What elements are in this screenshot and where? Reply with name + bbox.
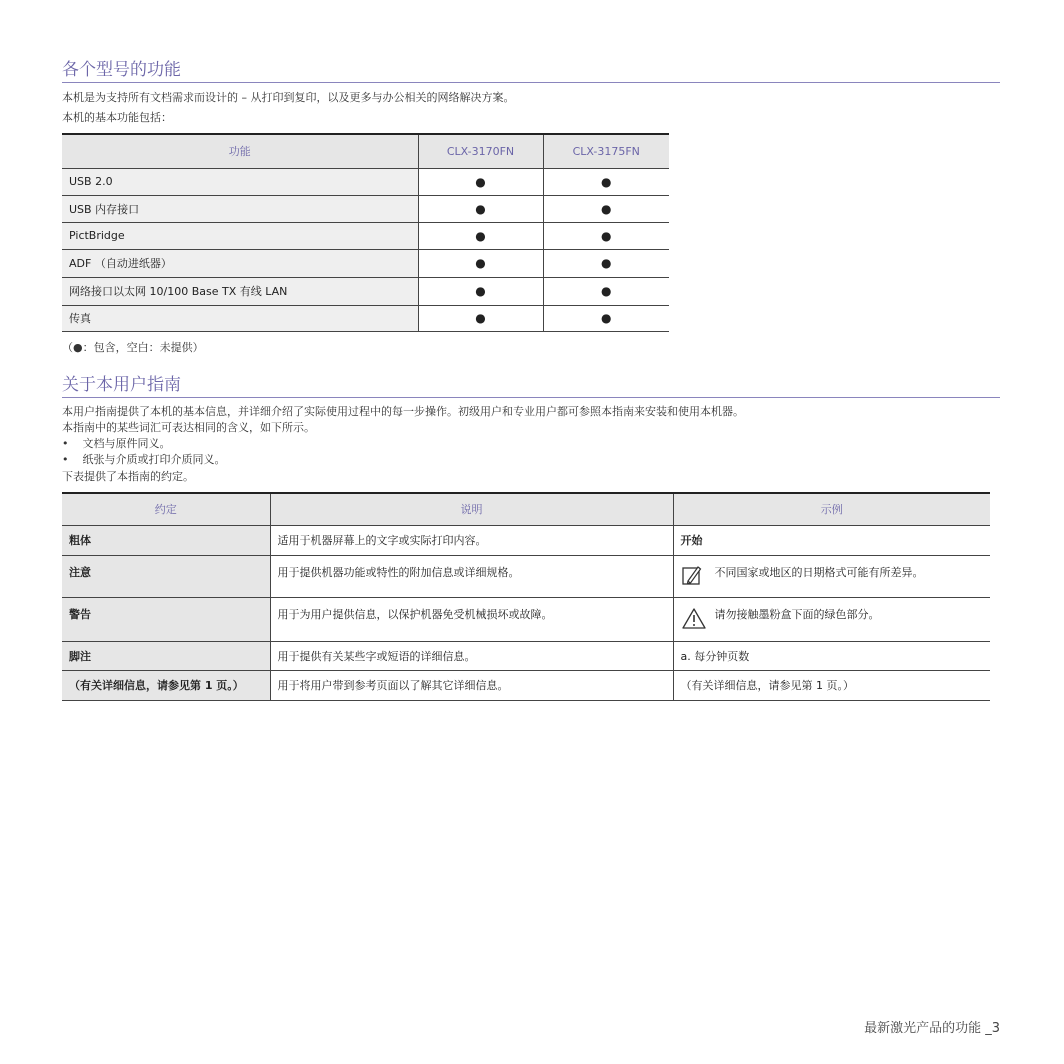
feature-label: PictBridge [62,222,418,249]
table-row [62,168,669,195]
bullet-item: • 文档与原件同义。 [62,437,171,450]
convention-key: 注意 [62,555,270,597]
table-row [62,249,669,277]
convention-description: 适用于机器屏幕上的文字或实际打印内容。 [270,525,673,555]
conventions-intro-text: 下表提供了本指南的约定。 [62,470,194,483]
included-dot: ● [418,305,543,331]
guide-intro-text: 本用户指南提供了本机的基本信息，并详细介绍了实际使用过程中的每一步操作。初级用户和专业用户都可参照本指南来安装和使用本机器。 [62,405,744,418]
header-convention: 约定 [62,493,270,525]
convention-example: 开始 [673,525,990,555]
included-dot: ● [418,249,543,277]
table-row [62,641,990,670]
convention-example: a. 每分钟页数 [673,641,990,670]
included-dot: ● [418,195,543,222]
page-footer: 最新激光产品的功能 _3 [864,1021,1000,1036]
table-row [62,222,669,249]
table-row [62,277,669,305]
synonyms-text: 本指南中的某些词汇可表达相同的含义，如下所示。 [62,421,315,434]
table-row [62,597,990,641]
convention-key: 警告 [62,597,270,641]
feature-label: USB 内存接口 [62,195,418,222]
section-title-guide: 关于本用户指南 [62,375,1000,398]
table-row [62,670,990,700]
included-dot: ● [543,222,669,249]
header-feature: 功能 [62,134,418,168]
conventions-table [62,492,990,701]
convention-description: 用于为用户提供信息，以保护机器免受机械损坏或故障。 [270,597,673,641]
included-dot: ● [543,168,669,195]
included-dot: ● [543,277,669,305]
example-text: 不同国家或地区的日期格式可能有所差异。 [714,565,924,579]
feature-label: ADF （自动进纸器） [62,249,418,277]
basic-features-text: 本机的基本功能包括： [62,111,172,124]
features-table [62,133,669,332]
feature-label: USB 2.0 [62,168,418,195]
bullet-item: • 纸张与介质或打印介质同义。 [62,453,226,466]
convention-example: （有关详细信息，请参见第 1 页。） [673,670,990,700]
convention-key: 粗体 [62,525,270,555]
example-text: 请勿接触墨粉盒下面的绿色部分。 [714,607,880,621]
table-row [62,555,990,597]
feature-label: 传真 [62,305,418,331]
convention-description: 用于将用户带到参考页面以了解其它详细信息。 [270,670,673,700]
intro-text: 本机是为支持所有文档需求而设计的 – 从打印到复印，以及更多与办公相关的网络解决方案。 [62,91,515,104]
table-row [62,525,990,555]
included-dot: ● [418,222,543,249]
header-model-2: CLX-3175FN [543,134,669,168]
table-row [62,195,669,222]
header-description: 说明 [270,493,673,525]
section-title-features: 各个型号的功能 [62,60,1000,83]
convention-key: （有关详细信息，请参见第 1 页。） [62,670,270,700]
included-dot: ● [543,305,669,331]
feature-label: 网络接口以太网 10/100 Base TX 有线 LAN [62,277,418,305]
convention-description: 用于提供有关某些字或短语的详细信息。 [270,641,673,670]
included-dot: ● [543,249,669,277]
convention-key: 脚注 [62,641,270,670]
bullet-text: 文档与原件同义。 [82,437,171,450]
included-dot: ● [418,277,543,305]
included-dot: ● [418,168,543,195]
legend-text: （●：包含，空白：未提供） [62,341,204,354]
convention-description: 用于提供机器功能或特性的附加信息或详细规格。 [270,555,673,597]
table-row [62,305,669,331]
header-example: 示例 [673,493,990,525]
note-icon [681,564,703,586]
convention-example [673,597,990,641]
convention-example [673,555,990,597]
features-header-row [62,134,669,168]
conventions-header-row [62,493,990,525]
bullet-text: 纸张与介质或打印介质同义。 [82,453,226,466]
included-dot: ● [543,195,669,222]
warning-icon [681,606,707,630]
header-model-1: CLX-3170FN [418,134,543,168]
